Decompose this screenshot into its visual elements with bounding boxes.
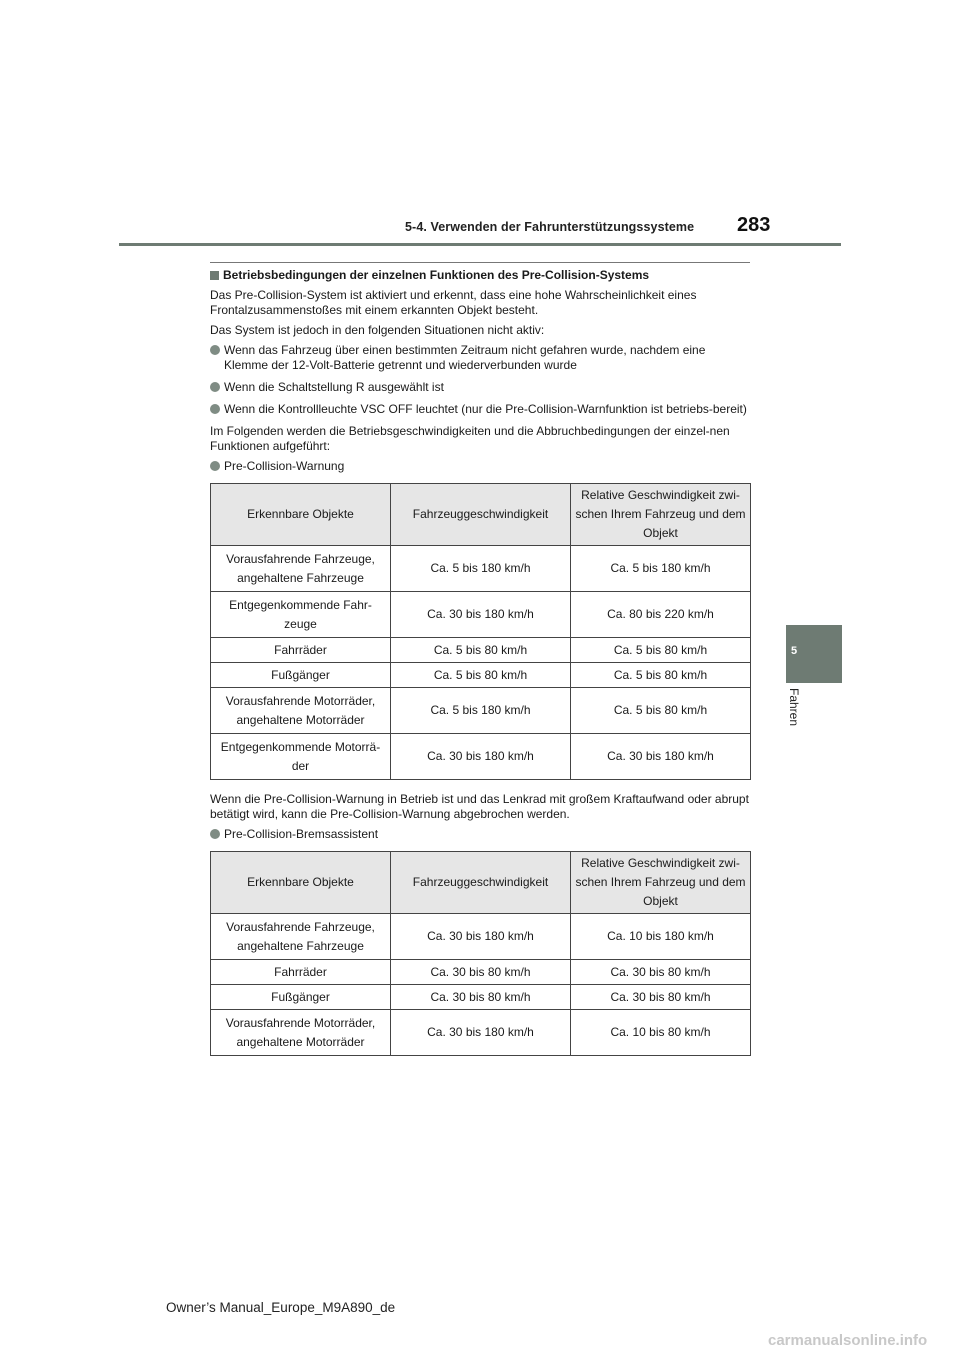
warning-cancel-note: Wenn die Pre-Collision-Warnung in Betrieb ist und das Lenkrad mit großem Kraftaufwand oder abrupt betätigt wird, kann die Pre-Collision-Warnung abgebrochen werden. [210,792,749,821]
list-item-text: Wenn das Fahrzeug über einen bestimmten Zeitraum nicht gefahren wurde, nachdem eine Klemme der 12-Volt-Batterie getrennt und wiederverbunden wurde [224,343,706,372]
table-cell: Ca. 30 bis 180 km/h [571,734,751,780]
column-header: Relative Geschwindigkeit zwi-schen Ihrem Fahrzeug und dem Objekt [571,852,751,914]
table-row [211,734,751,780]
chapter-label-text: Fahren [787,688,801,727]
table-cell: Fußgänger [211,985,391,1010]
circle-bullet-icon [210,345,220,355]
table-title-brake-assist [210,827,750,842]
table-cell: Vorausfahrende Fahrzeuge, angehaltene Fahrzeuge [211,546,391,592]
intro-paragraph-2: Das System ist jedoch in den folgenden Situationen nicht aktiv: [210,323,545,337]
circle-bullet-icon [210,382,220,392]
table-cell: Vorausfahrende Fahrzeuge, angehaltene Fahrzeuge [211,914,391,960]
table-cell: Ca. 5 bis 180 km/h [391,546,571,592]
table-row [211,914,751,960]
table-cell: Ca. 30 bis 80 km/h [571,960,751,985]
column-header: Fahrzeuggeschwindigkeit [391,852,571,914]
table-cell: Vorausfahrende Motorräder, angehaltene Motorräder [211,1010,391,1056]
table-cell: Ca. 5 bis 80 km/h [571,663,751,688]
table-title-text: Pre-Collision-Bremsassistent [224,827,379,841]
table-cell: Ca. 5 bis 80 km/h [571,638,751,663]
circle-bullet-icon [210,461,220,471]
table-cell: Fußgänger [211,663,391,688]
table-cell: Vorausfahrende Motorräder, angehaltene Motorräder [211,688,391,734]
table-row [211,960,751,985]
circle-bullet-icon [210,829,220,839]
list-item [210,402,750,417]
page-content [210,262,750,1068]
table-title-warning [210,459,750,474]
table-row [211,1010,751,1056]
table-row [211,663,751,688]
table-cell: Ca. 80 bis 220 km/h [571,592,751,638]
table-title-text: Pre-Collision-Warnung [224,459,345,473]
table-cell: Ca. 30 bis 80 km/h [391,960,571,985]
section-heading-text: Betriebsbedingungen der einzelnen Funktionen des Pre-Collision-Systems [223,268,650,282]
table-cell: Ca. 30 bis 180 km/h [391,1010,571,1056]
brake-assist-speed-table [210,851,751,1056]
section-divider [210,262,750,263]
chapter-label [782,688,806,740]
circle-bullet-icon [210,404,220,414]
table-cell: Ca. 10 bis 80 km/h [571,1010,751,1056]
table-cell: Ca. 5 bis 80 km/h [571,688,751,734]
table-row [211,985,751,1010]
intro-paragraph-3: Im Folgenden werden die Betriebsgeschwindigkeiten und die Abbruchbedingungen der einzel-nen Funktionen aufgeführt: [210,424,730,453]
header-rule [119,243,841,246]
list-item-text: Wenn die Kontrollleuchte VSC OFF leuchtet (nur die Pre-Collision-Warnfunktion ist betriebs-bereit) [224,402,747,416]
table-cell: Fahrräder [211,638,391,663]
column-header: Erkennbare Objekte [211,484,391,546]
table-cell: Ca. 5 bis 80 km/h [391,638,571,663]
table-row [211,546,751,592]
section-heading [210,268,750,283]
column-header: Erkennbare Objekte [211,852,391,914]
column-header: Fahrzeuggeschwindigkeit [391,484,571,546]
table-cell: Ca. 30 bis 80 km/h [571,985,751,1010]
chapter-number: 5 [790,645,798,657]
table-header-row [211,484,751,546]
table-cell: Ca. 5 bis 180 km/h [391,688,571,734]
warning-speed-table [210,483,751,780]
table-cell: Entgegenkommende Fahr-zeuge [211,592,391,638]
table-cell: Ca. 30 bis 80 km/h [391,985,571,1010]
table-cell: Ca. 30 bis 180 km/h [391,734,571,780]
table-cell: Ca. 5 bis 80 km/h [391,663,571,688]
table-row [211,638,751,663]
list-item-text: Wenn die Schaltstellung R ausgewählt ist [224,380,444,394]
table-row [211,592,751,638]
section-title: 5-4. Verwenden der Fahrunterstützungssysteme [405,220,695,234]
page-number: 283 [737,214,771,236]
list-item [210,380,750,395]
square-bullet-icon [210,271,219,280]
table-cell: Entgegenkommende Motorrä-der [211,734,391,780]
intro-paragraph-1: Das Pre-Collision-System ist aktiviert und erkennt, dass eine hohe Wahrscheinlichkeit eines Frontalzusammenstoßes mit einem erkannten Objekt besteht. [210,288,697,317]
table-cell: Fahrräder [211,960,391,985]
watermark-logo [768,1330,950,1350]
table-cell: Ca. 5 bis 180 km/h [571,546,751,592]
table-header-row [211,852,751,914]
table-cell: Ca. 30 bis 180 km/h [391,914,571,960]
footer-doc-id: Owner’s Manual_Europe_M9A890_de [166,1300,396,1315]
column-header: Relative Geschwindigkeit zwi-schen Ihrem Fahrzeug und dem Objekt [571,484,751,546]
table-cell: Ca. 30 bis 180 km/h [391,592,571,638]
table-row [211,688,751,734]
watermark-text: carmanualsonline.info [768,1332,928,1349]
list-item [210,343,750,373]
table-cell: Ca. 10 bis 180 km/h [571,914,751,960]
